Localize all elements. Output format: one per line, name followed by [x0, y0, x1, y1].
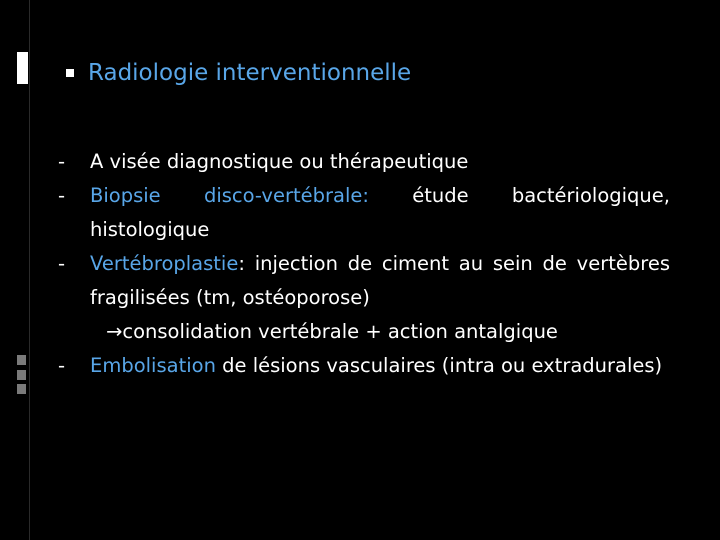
- side-decoration-2: [17, 370, 26, 380]
- slide-title: Radiologie interventionnelle: [88, 60, 412, 86]
- left-divider-line: [29, 0, 30, 540]
- item-text: étude bactériologique, histologique: [90, 184, 670, 241]
- square-bullet-icon: [66, 69, 74, 77]
- dash-marker: -: [58, 184, 66, 207]
- title-row: [66, 60, 411, 86]
- item-highlight: Vertébroplastie: [90, 252, 239, 275]
- list-sub-item: [58, 315, 670, 349]
- item-text: de lésions vasculaires (intra ou extradurales): [215, 354, 663, 377]
- top-left-decoration: [17, 52, 28, 84]
- item-highlight: Embolisation: [90, 354, 216, 377]
- item-text: A visée diagnostique ou thérapeutique: [90, 150, 469, 173]
- side-decoration-3: [17, 384, 26, 394]
- bullet-list: [58, 145, 670, 383]
- list-item: [58, 247, 670, 315]
- dash-marker: -: [58, 252, 66, 275]
- list-item: [58, 179, 670, 247]
- list-item: [58, 349, 670, 383]
- right-arrow-icon: →: [106, 320, 123, 343]
- item-text: : injection de ciment au sein de vertèbres fragilisées (tm, ostéoporose): [90, 252, 670, 309]
- dash-marker: -: [58, 150, 66, 173]
- item-highlight: Biopsie disco-vertébrale:: [90, 184, 369, 207]
- item-text: consolidation vertébrale + action antalgique: [122, 320, 558, 343]
- list-item: [58, 145, 670, 179]
- side-decoration-1: [17, 355, 26, 365]
- dash-marker: -: [58, 354, 66, 377]
